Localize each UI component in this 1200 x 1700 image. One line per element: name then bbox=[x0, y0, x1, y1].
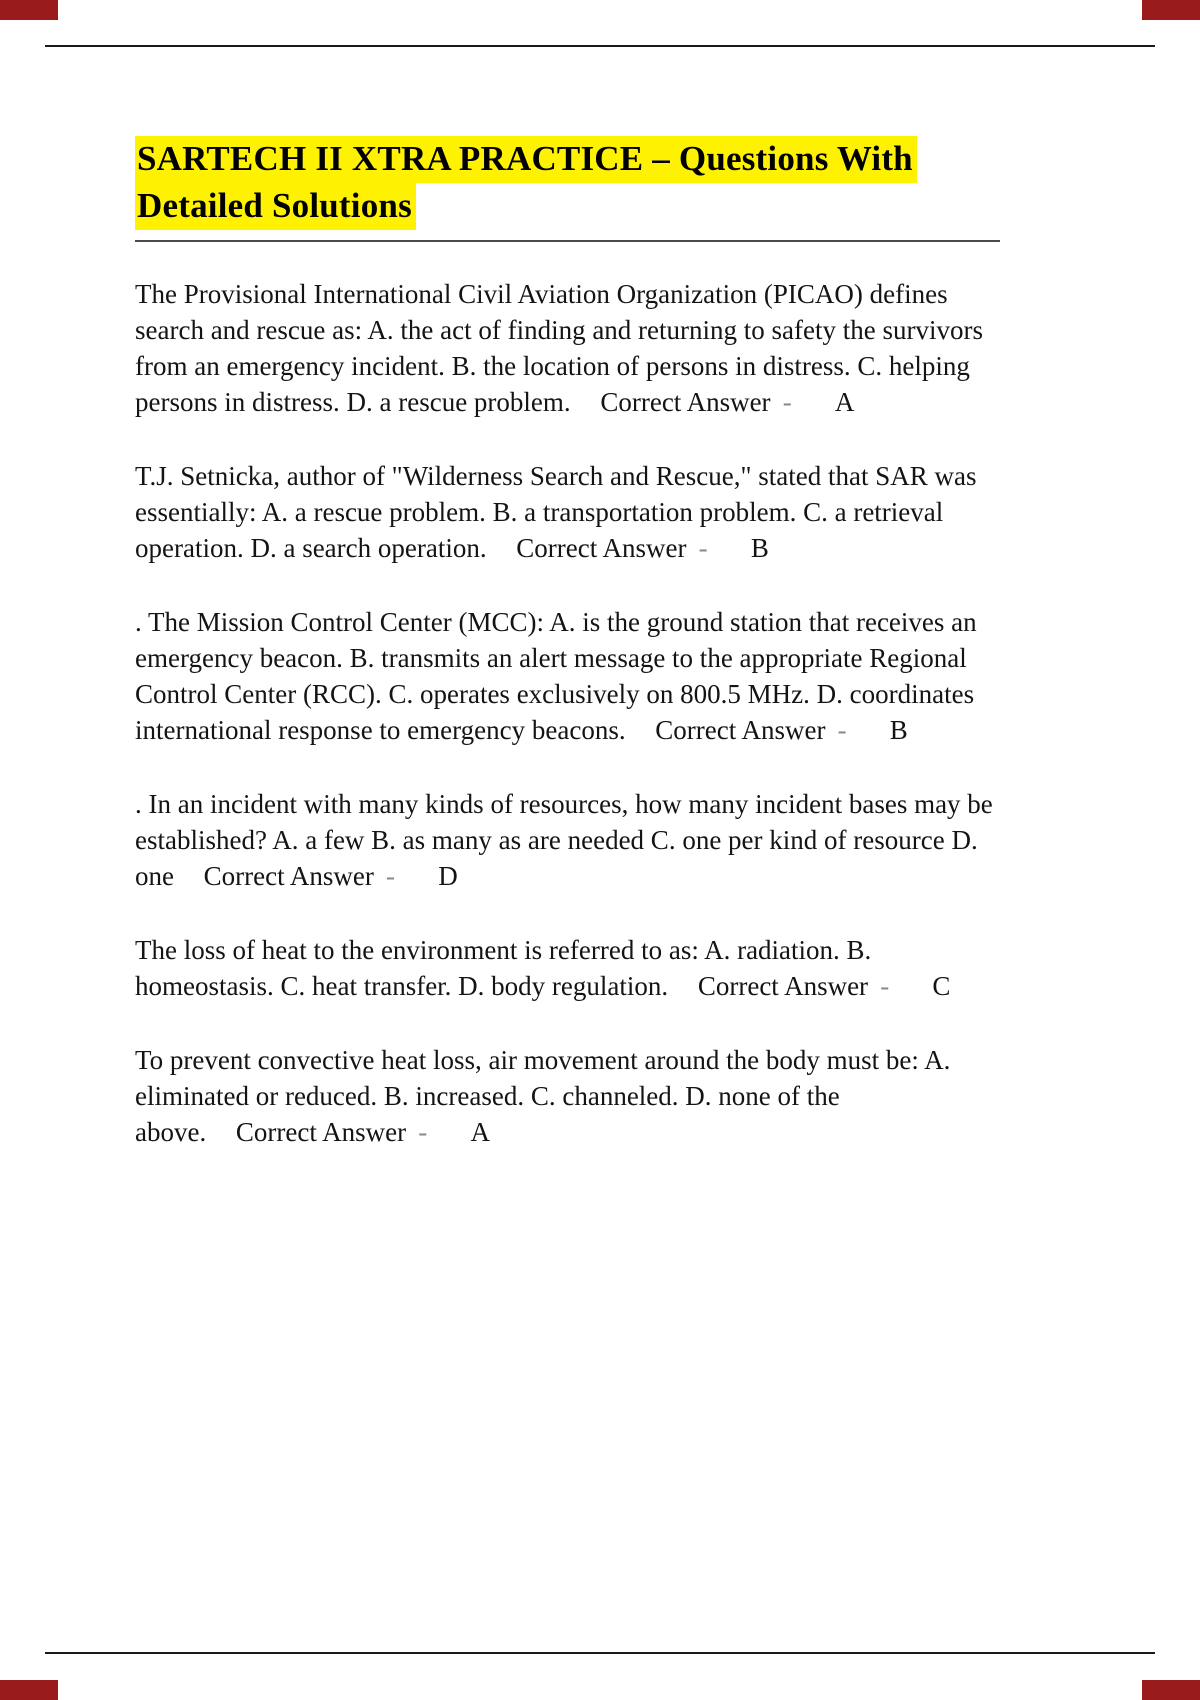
answer-letter: B bbox=[750, 533, 769, 563]
question-text: . The Mission Control Center (MCC): A. is the ground station that receives an emergency beacon. B. transmits an alert message to the appropriate Regional Control Center (RCC). C. operates exclusively on 800.5 MHz. D. coordinates international response to emergency beacons. bbox=[135, 607, 977, 745]
document-content bbox=[135, 136, 1000, 1188]
correct-answer-label: Correct Answer bbox=[203, 861, 374, 891]
page-title bbox=[135, 136, 1000, 230]
question-text: The loss of heat to the environment is referred to as: A. radiation. B. homeostasis. C. heat transfer. D. body regulation. bbox=[135, 935, 872, 1001]
answer-dash: - bbox=[418, 1117, 428, 1147]
page-title-line1: SARTECH II XTRA PRACTICE – Questions With bbox=[135, 136, 917, 183]
question-text: T.J. Setnicka, author of "Wilderness Search and Rescue," stated that SAR was essentially: A. a rescue problem. B. a transportation problem. C. a retrieval operation. D. a search operation. bbox=[135, 461, 977, 563]
correct-answer-label: Correct Answer bbox=[600, 387, 771, 417]
question-paragraph bbox=[135, 276, 1000, 420]
questions-list bbox=[135, 276, 1000, 1150]
top-border-line bbox=[45, 45, 1155, 47]
answer-dash: - bbox=[837, 715, 847, 745]
question-paragraph bbox=[135, 604, 1000, 748]
question-paragraph bbox=[135, 458, 1000, 566]
answer-dash: - bbox=[880, 971, 890, 1001]
correct-answer-label: Correct Answer bbox=[235, 1117, 407, 1147]
corner-decoration-bottom-left bbox=[0, 1680, 58, 1700]
question-text: To prevent convective heat loss, air movement around the body must be: A. eliminated or reduced. B. increased. C. channeled. D. none of the above. bbox=[135, 1045, 951, 1147]
answer-letter: A bbox=[470, 1117, 490, 1147]
answer-letter: C bbox=[932, 971, 951, 1001]
page-title-line2: Detailed Solutions bbox=[135, 183, 416, 230]
question-paragraph bbox=[135, 786, 1000, 894]
bottom-border-line bbox=[45, 1652, 1155, 1654]
question-paragraph bbox=[135, 1042, 1000, 1150]
question-text: . In an incident with many kinds of resources, how many incident bases may be established? A. a few B. as many as are needed C. one per kind of resource D. one bbox=[135, 789, 993, 891]
answer-letter: D bbox=[438, 861, 458, 891]
answer-dash: - bbox=[698, 533, 708, 563]
title-underline bbox=[135, 240, 1000, 242]
correct-answer-label: Correct Answer bbox=[655, 715, 826, 745]
question-text: The Provisional International Civil Aviation Organization (PICAO) defines search and rescue as: A. the act of finding and returning to safety the survivors from an emergency incident. B. the location of persons in distress. C. helping persons in distress. D. a rescue problem. bbox=[135, 279, 983, 417]
corner-decoration-bottom-right bbox=[1142, 1680, 1200, 1700]
question-paragraph bbox=[135, 932, 1000, 1004]
answer-dash: - bbox=[782, 387, 792, 417]
answer-letter: A bbox=[834, 387, 855, 417]
correct-answer-label: Correct Answer bbox=[697, 971, 869, 1001]
answer-letter: B bbox=[889, 715, 908, 745]
corner-decoration-top-left bbox=[0, 0, 58, 20]
correct-answer-label: Correct Answer bbox=[516, 533, 687, 563]
corner-decoration-top-right bbox=[1142, 0, 1200, 20]
answer-dash: - bbox=[386, 861, 396, 891]
